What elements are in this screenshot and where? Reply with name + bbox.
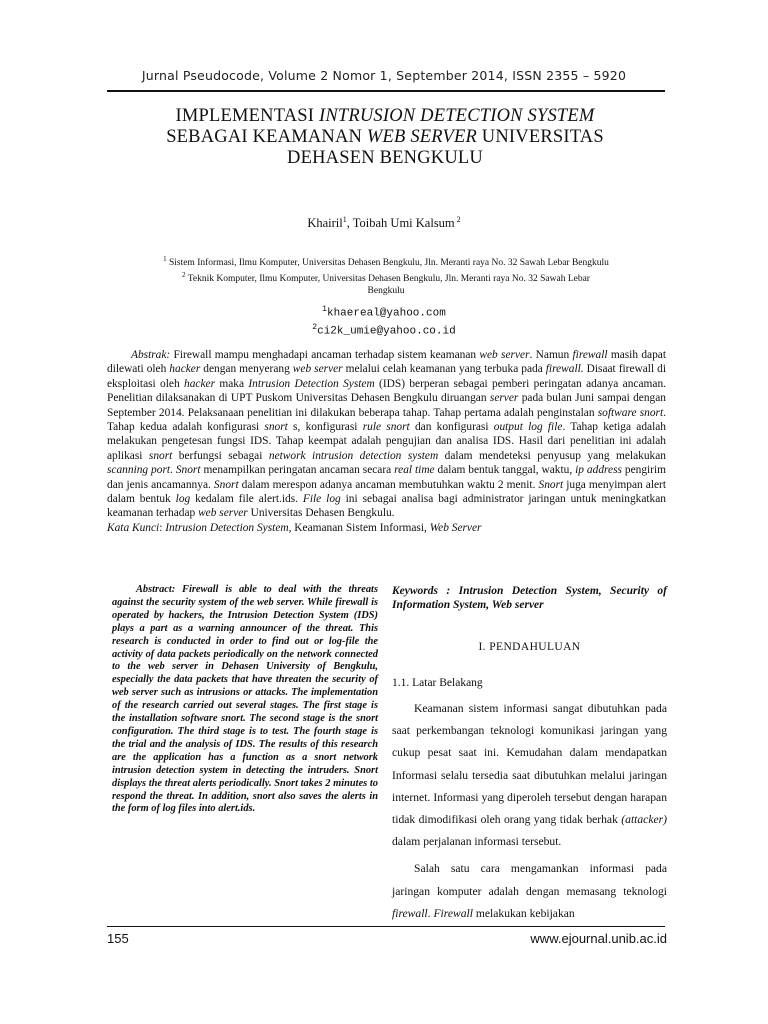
keywords-english: Keywords : Intrusion Detection System, Security of Information System, Web server <box>392 585 667 611</box>
body-text <box>392 698 667 925</box>
page-number: 155 <box>107 931 129 946</box>
footer-url: www.ejournal.unib.ac.id <box>530 931 667 946</box>
footer-rule <box>107 926 665 927</box>
authors: Khairil$^1$, Toibah Umi Kalsum $^2$ <box>307 215 461 231</box>
right-column <box>392 584 667 925</box>
affiliation-2-cont: Bengkulu <box>367 286 405 297</box>
affiliations <box>105 253 667 297</box>
section-heading: I. PENDAHULUAN <box>478 641 581 653</box>
kata-kunci: Kata Kunci: Intrusion Detection System, Keamanan Sistem Informasi, Web Server <box>107 521 482 534</box>
paper-title <box>100 106 670 169</box>
title-line-1: IMPLEMENTASI INTRUSION DETECTION SYSTEM <box>175 106 595 126</box>
email-1: $^1$khaereal@yahoo.com <box>322 305 446 320</box>
email-2: $^2$ci2k_umie@yahoo.co.id <box>312 322 456 338</box>
paragraph-2: Salah satu cara mengamankan informasi pada jaringan komputer adalah dengan memasang teknologi firewall. Firewall melakukan kebijakan <box>392 862 667 920</box>
paragraph-1: Keamanan sistem informasi sangat dibutuhkan pada saat perkembangan teknologi komunikasi jaringan yang cukup pesat saat ini. Kemudahan dalam mendapatkan Informasi selalu tersedia saat dibutuhkan melalui jaringan internet. Informasi yang diperoleh tersebut dengan harapan tidak dimodifikasi oleh orang yang tidak berhak (attacker) dalam perjalanan informasi tersebut. <box>392 702 667 849</box>
affiliation-1: $^1$ Sistem Informasi, Ilmu Komputer, Universitas Dehasen Bengkulu, Jln. Meranti raya No. 32 Sawah Lebar Bengkulu <box>163 255 609 269</box>
abstract-english <box>112 584 378 816</box>
subsection-heading: 1.1. Latar Belakang <box>392 677 483 689</box>
abstract-english-text: Abstract: Firewall is able to deal with the threats against the security system of the web server. While firewall is operated by hackers, the Intrusion Detection System (IDS) plays a part as a warning announcer of the threat. This research is conducted in order to find out or log-file the activity of data packets periodically on the network connected to the web server in Dehasen University of Bengkulu, especially the data packets that have threaten the security of web server such as intrusions or attacks. The implementation of the research carried out several stages. The first stage is the installation software snort. The second stage is the snort configuration. The third stage is to test. The fourth stage is the trial and the analysis of IDS. The results of this research are the application has a function as a snort network intrusion detection system in detecting the intruders. Snort displays the threat alerts periodically. Snort takes 2 minutes to respond the threat. In addition, snort also saves the alerts in the form of log files into alert.ids. <box>112 584 378 815</box>
emails <box>0 303 768 338</box>
abstrak-text: Abstrak: Firewall mampu menghadapi ancaman terhadap sistem keamanan web server. Namun firewall masih dapat dilewati oleh hacker dengan menyerang web server melalui celah keamanan yang terbuka pada firewall. Disaat firewall di eksploitasi oleh hacker maka Intrusion Detection System (IDS) berperan sebagai pemberi peringatan adanya ancaman. Penelitian dilaksanakan di UPT Puskom Universitas Dehasen Bengkulu diruangan server pada bulan Juni sampai dengan September 2014. Pelaksanaan penelitian ini dilakukan beberapa tahap. Tahap pertama adalah penginstalan software snort. Tahap kedua adalah konfigurasi snort s, konfigurasi rule snort dan konfigurasi output log file. Tahap ketiga adalah melakukan pengetesan fungsi IDS. Tahap keempat adalah pengujian dan analisa IDS. Hasil dari penelitian ini adalah aplikasi snort berfungsi sebagai network intrusion detection system dalam mendeteksi penyusup yang melakukan scanning port. Snort menampilkan peringatan ancaman secara real time dalam bentuk tanggal, waktu, ip address pengirim dan jenis ancamannya. Snort dalam merespon adanya ancaman membutuhkan waktu 2 menit. Snort juga menyimpan alert dalam bentuk log kedalam file alert.ids. File log ini sebagai analisa bagi administrator jaringan untuk meningkatkan keamanan terhadap web server Universitas Dehasen Bengkulu. <box>107 349 667 520</box>
title-line-3: DEHASEN BENGKULU <box>287 148 483 168</box>
journal-header: Jurnal Pseudocode, Volume 2 Nomor 1, September 2014, ISSN 2355 – 5920 <box>141 68 627 83</box>
header-rule <box>107 90 665 92</box>
abstrak-block <box>107 348 666 535</box>
affiliation-2: $^2$ Teknik Komputer, Ilmu Komputer, Universitas Dehasen Bengkulu, Jln. Meranti raya No. 32 Sawah Lebar <box>182 271 590 285</box>
title-line-2: SEBAGAI KEAMANAN WEB SERVER UNIVERSITAS <box>166 127 604 147</box>
